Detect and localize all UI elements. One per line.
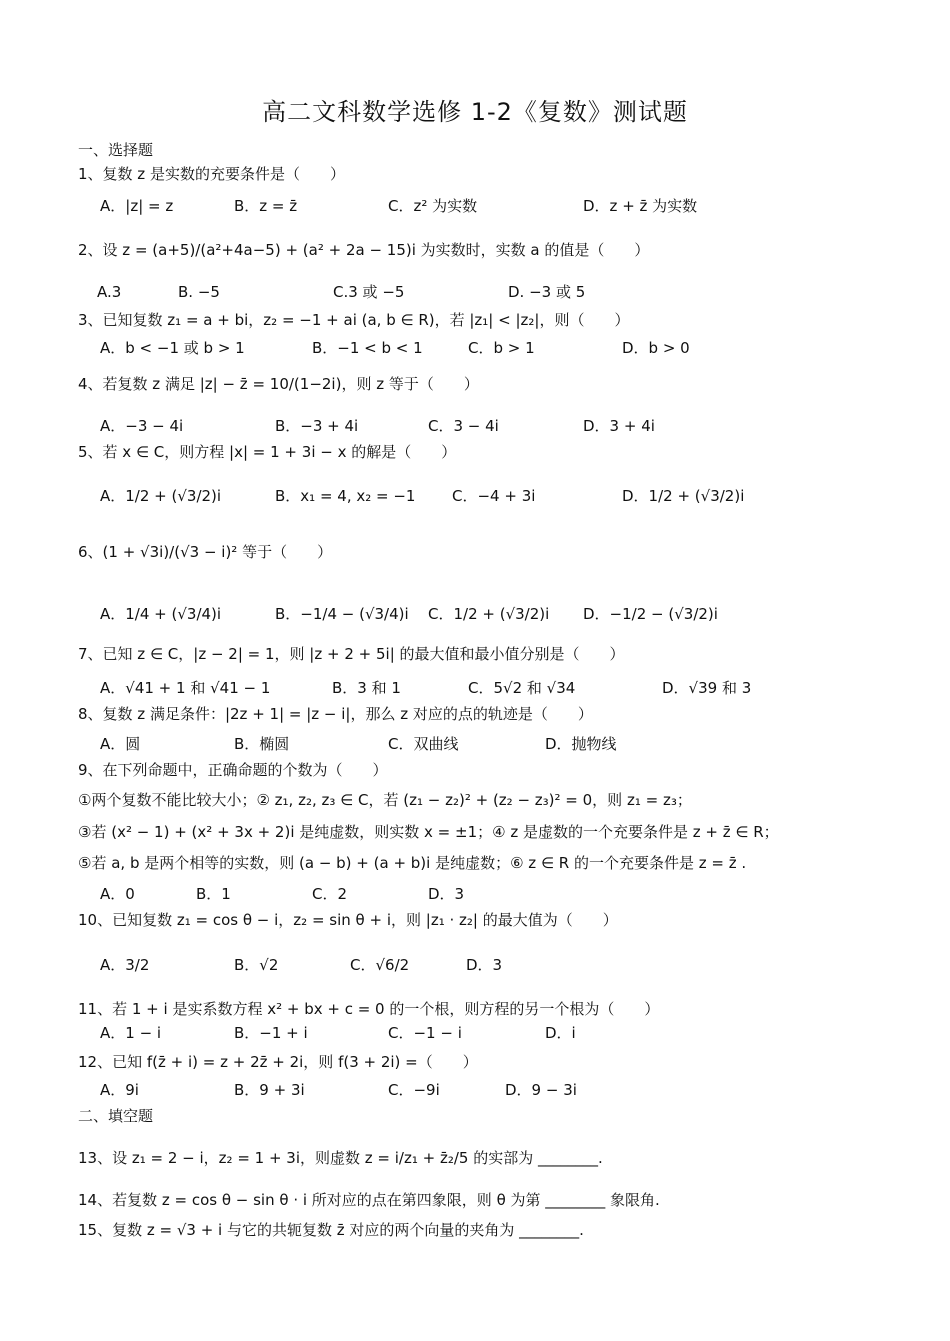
q5-option-c: C．−4 + 3i: [452, 487, 536, 505]
question-14: 14、若复数 z = cos θ − sin θ · i 所对应的点在第四象限，则 θ 为第 ________ 象限角.: [78, 1191, 660, 1209]
q7-option-b: B．3 和 1: [332, 679, 401, 697]
q1-option-c: C．z² 为实数: [388, 197, 478, 215]
q11-option-b: B．−1 + i: [234, 1024, 308, 1042]
q5-option-a: A．1/2 + (√3/2)i: [100, 487, 222, 505]
q11-option-a: A．1 − i: [100, 1024, 162, 1042]
q12-option-d: D．9 − 3i: [505, 1081, 577, 1099]
question-12: 12、已知 f(z̄ + i) = z + 2z̄ + 2i，则 f(3 + 2i) =（ ）: [78, 1053, 478, 1071]
question-1: 1、复数 z 是实数的充要条件是（ ）: [78, 165, 345, 183]
q11-option-d: D．i: [545, 1024, 576, 1042]
q8-option-c: C．双曲线: [388, 735, 459, 753]
q8-option-b: B．椭圆: [234, 735, 290, 753]
q8-option-a: A．圆: [100, 735, 141, 753]
q8-option-d: D．抛物线: [545, 735, 617, 753]
q1-option-a: A．|z| = z: [100, 197, 174, 215]
q10-option-d: D．3: [466, 956, 503, 974]
q10-option-c: C．√6/2: [350, 956, 410, 974]
question-9: 9、在下列命题中，正确命题的个数为（ ）: [78, 761, 388, 779]
q5-option-b: B．x₁ = 4, x₂ = −1: [275, 487, 416, 505]
question-4: 4、若复数 z 满足 |z| − z̄ = 10/(1−2i)，则 z 等于（ ）: [78, 375, 479, 393]
question-9-statements-3-4: ③若 (x² − 1) + (x² + 3x + 2)i 是纯虚数，则实数 x = ±1；④ z 是虚数的一个充要条件是 z + z̄ ∈ R；: [78, 823, 779, 841]
page-title: 高二文科数学选修 1-2《复数》测试题: [262, 98, 688, 126]
question-11: 11、若 1 + i 是实系数方程 x² + bx + c = 0 的一个根，则方程的另一个根为（ ）: [78, 1000, 660, 1018]
q4-option-c: C．3 − 4i: [428, 417, 499, 435]
q9-option-c: C．2: [312, 885, 348, 903]
question-9-statements-5-6: ⑤若 a, b 是两个相等的实数，则 (a − b) + (a + b)i 是纯虚数；⑥ z ∈ R 的一个充要条件是 z = z̄ .: [78, 854, 747, 872]
q1-option-b: B．z = z̄: [234, 197, 298, 215]
section-choice: 一、选择题: [78, 141, 154, 159]
question-7: 7、已知 z ∈ C，|z − 2| = 1，则 |z + 2 + 5i| 的最大值和最小值分别是（ ）: [78, 645, 625, 663]
q2-option-b: B. −5: [178, 283, 220, 301]
q7-option-d: D．√39 和 3: [662, 679, 752, 697]
question-15: 15、复数 z = √3 + i 与它的共轭复数 z̄ 对应的两个向量的夹角为 ________.: [78, 1221, 584, 1239]
q9-option-d: D．3: [428, 885, 465, 903]
q3-option-d: D．b > 0: [622, 339, 690, 357]
q4-option-d: D．3 + 4i: [583, 417, 655, 435]
q12-option-c: C．−9i: [388, 1081, 440, 1099]
q2-option-d: D. −3 或 5: [508, 283, 586, 301]
question-6: 6、(1 + √3i)/(√3 − i)² 等于（ ）: [78, 543, 333, 561]
q1-option-d: D．z + z̄ 为实数: [583, 197, 698, 215]
q9-option-b: B．1: [196, 885, 231, 903]
q11-option-c: C．−1 − i: [388, 1024, 462, 1042]
section-fill: 二、填空题: [78, 1107, 154, 1125]
question-9-statements-1-2: ①两个复数不能比较大小；② z₁, z₂, z₃ ∈ C，若 (z₁ − z₂)² + (z₂ − z₃)² = 0，则 z₁ = z₃；: [78, 791, 692, 809]
q10-option-a: A．3/2: [100, 956, 150, 974]
q3-option-b: B．−1 < b < 1: [312, 339, 423, 357]
question-3: 3、已知复数 z₁ = a + bi，z₂ = −1 + ai (a, b ∈ R)，若 |z₁| < |z₂|，则（ ）: [78, 311, 630, 329]
q4-option-a: A．−3 − 4i: [100, 417, 184, 435]
q12-option-a: A．9i: [100, 1081, 139, 1099]
question-8: 8、复数 z 满足条件：|2z + 1| = |z − i|，那么 z 对应的点的轨迹是（ ）: [78, 705, 593, 723]
q12-option-b: B．9 + 3i: [234, 1081, 305, 1099]
question-13: 13、设 z₁ = 2 − i，z₂ = 1 + 3i，则虚数 z = i/z₁ + z̄₂/5 的实部为 ________.: [78, 1149, 603, 1167]
q2-option-c: C.3 或 −5: [333, 283, 405, 301]
q6-option-d: D．−1/2 − (√3/2)i: [583, 605, 718, 623]
q4-option-b: B．−3 + 4i: [275, 417, 359, 435]
q3-option-a: A．b < −1 或 b > 1: [100, 339, 245, 357]
question-10: 10、已知复数 z₁ = cos θ − i，z₂ = sin θ + i，则 |z₁ · z₂| 的最大值为（ ）: [78, 911, 618, 929]
q7-option-a: A．√41 + 1 和 √41 − 1: [100, 679, 271, 697]
q6-option-a: A．1/4 + (√3/4)i: [100, 605, 222, 623]
q6-option-c: C．1/2 + (√3/2)i: [428, 605, 550, 623]
q5-option-d: D．1/2 + (√3/2)i: [622, 487, 745, 505]
q2-option-a: A.3: [97, 283, 122, 301]
q6-option-b: B．−1/4 − (√3/4)i: [275, 605, 409, 623]
q10-option-b: B．√2: [234, 956, 279, 974]
q9-option-a: A．0: [100, 885, 135, 903]
question-5: 5、若 x ∈ C，则方程 |x| = 1 + 3i − x 的解是（ ）: [78, 443, 457, 461]
question-2: 2、设 z = (a+5)/(a²+4a−5) + (a² + 2a − 15)i 为实数时，实数 a 的值是（ ）: [78, 241, 650, 259]
q3-option-c: C．b > 1: [468, 339, 535, 357]
q7-option-c: C．5√2 和 √34: [468, 679, 576, 697]
